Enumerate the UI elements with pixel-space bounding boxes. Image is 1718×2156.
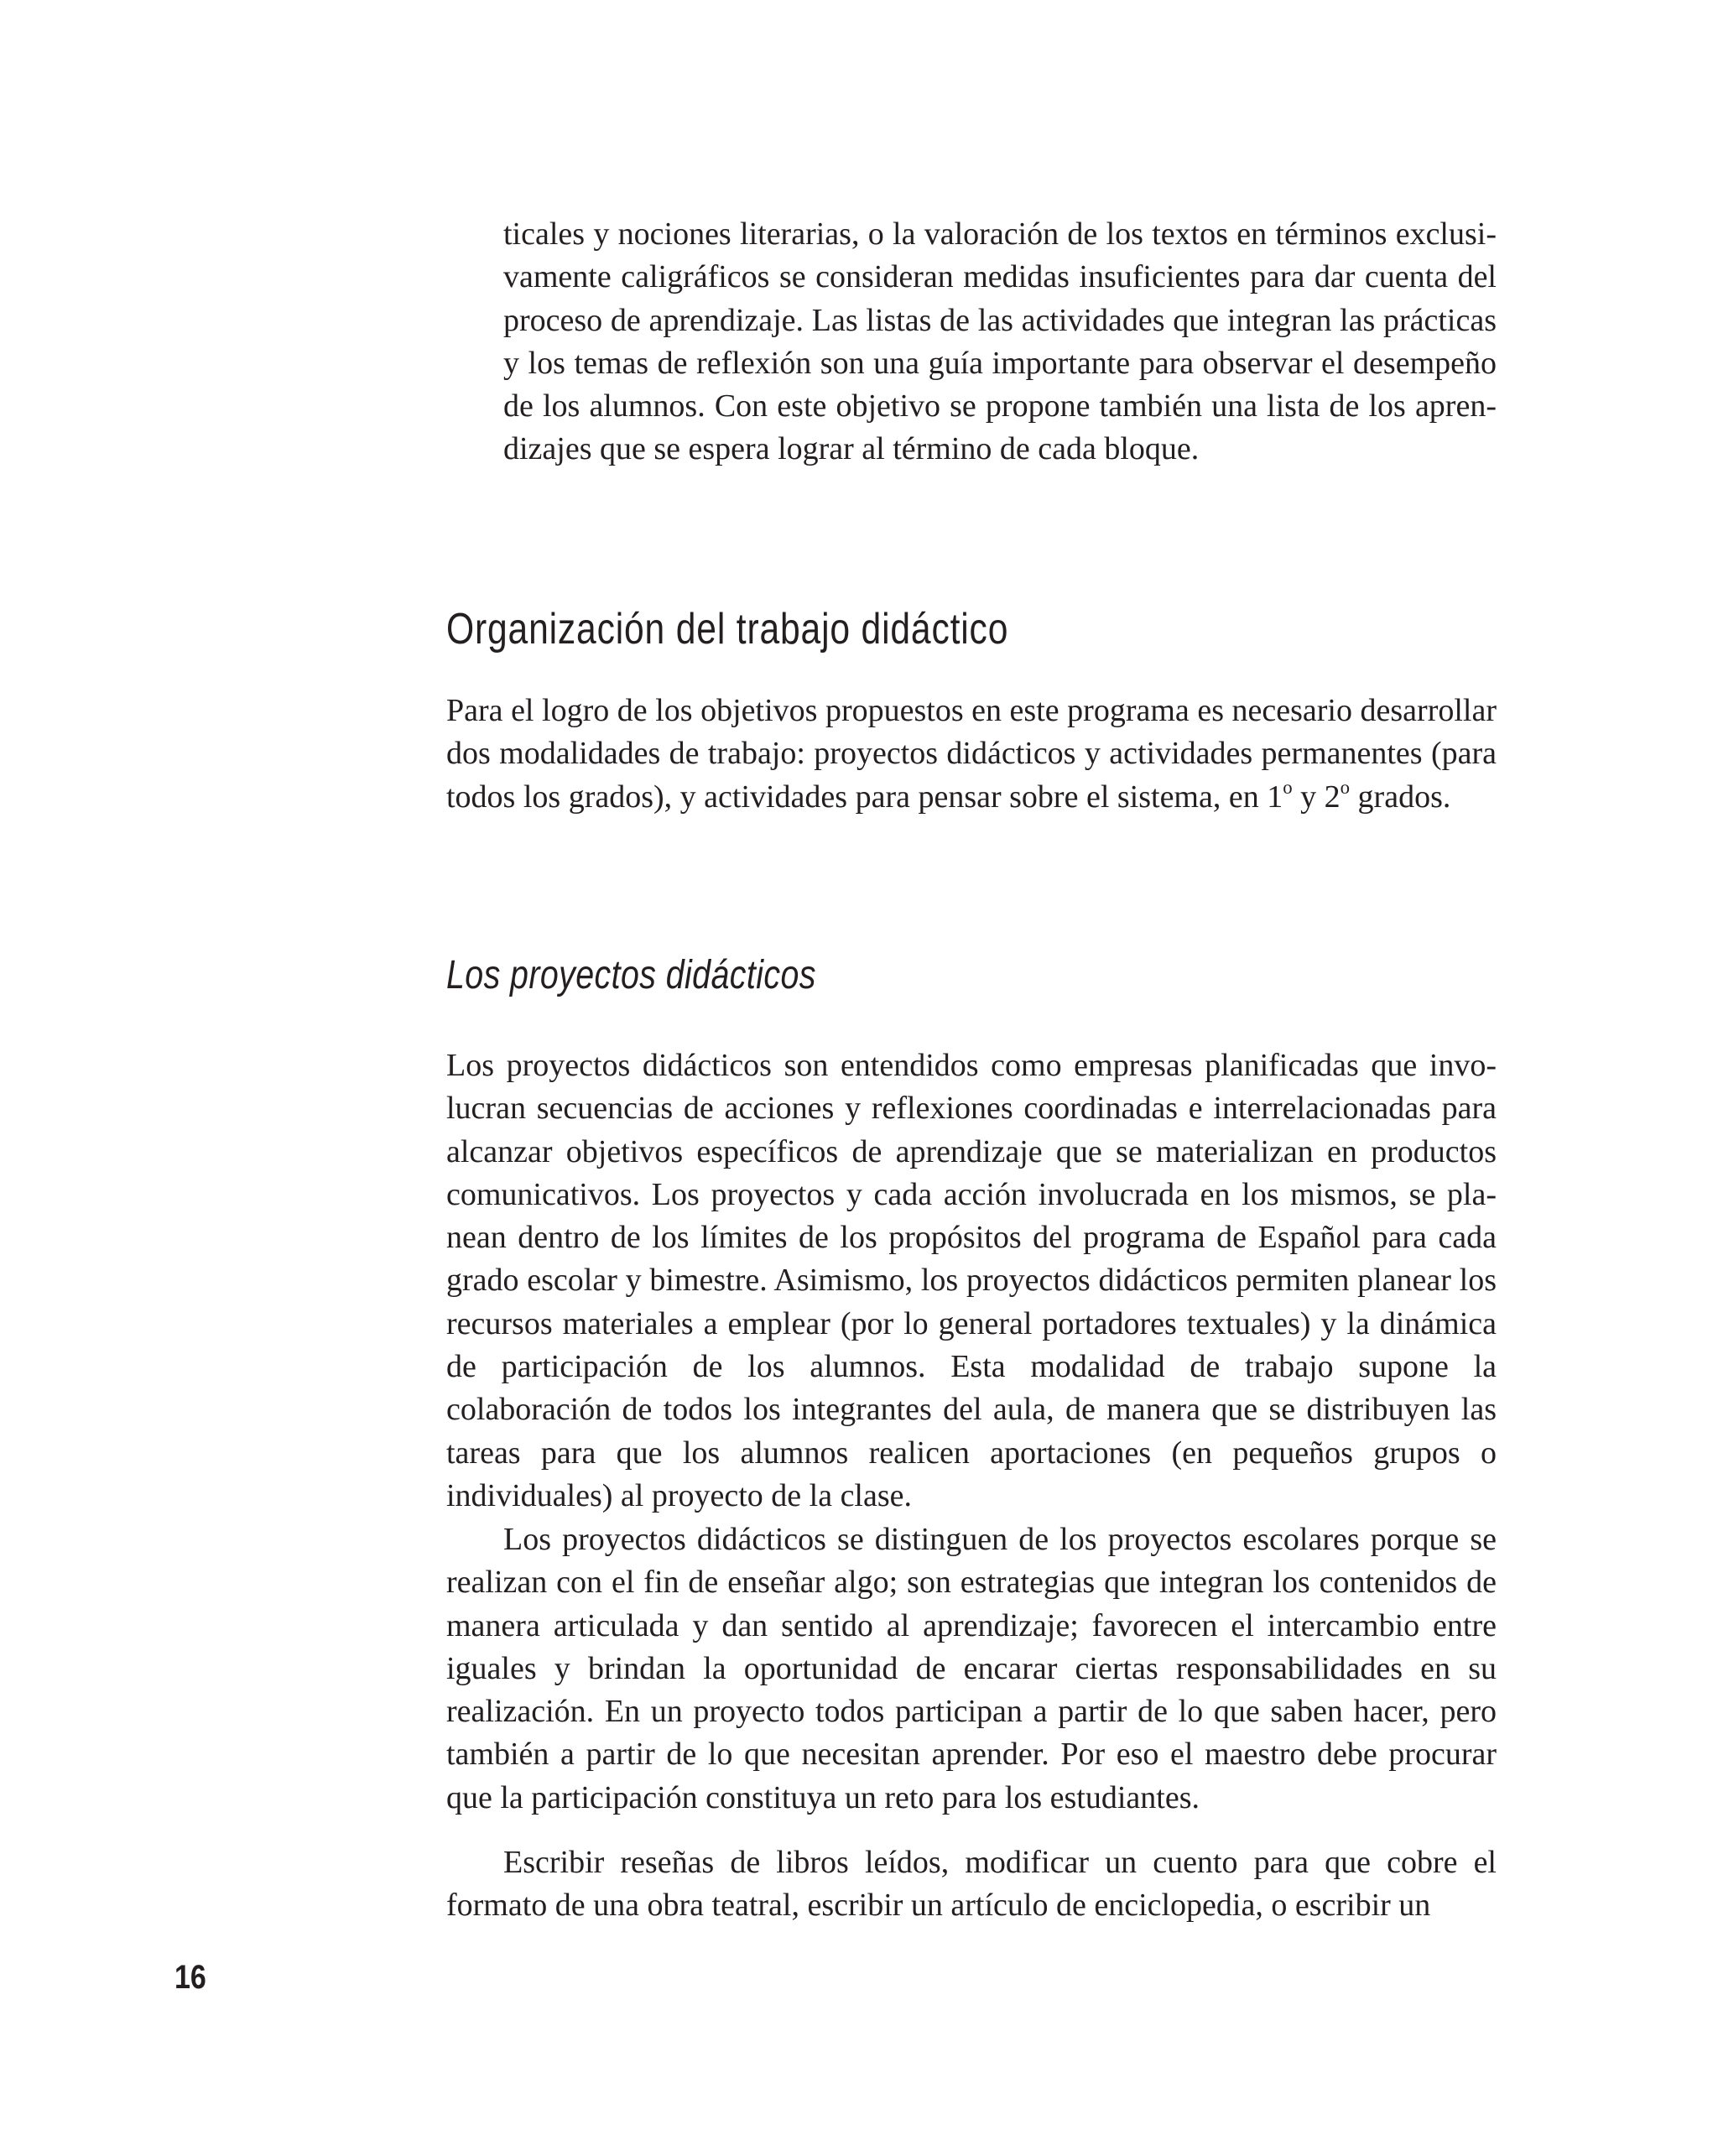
ordinal-marker: o xyxy=(1340,776,1351,798)
organizacion-text-mid: y 2 xyxy=(1292,779,1341,815)
intro-paragraph: ticales y nociones literarias, o la valoración de los textos en términos exclusivamente caligráficos se consideran medidas insuficientes para dar cuenta del proceso de aprendizaje. Las listas de las actividades que integran las prácticas y los temas de reflexión son una guía importante para observar el desempeño de los alumnos. Con este objetivo se propone también una lista de los aprendizajes que se espera lograr al término de cada bloque. xyxy=(503,216,1497,467)
organizacion-text-end: grados. xyxy=(1350,779,1451,815)
proyectos-paragraph-2: Los proyectos didácticos se distinguen de los proyectos escolares porque se realizan con el fin de enseñar algo; son estrategias que integran los contenidos de manera articulada y dan sentido al aprendizaje; favorecen el intercambio entre iguales y brindan la oportunidad de encarar ciertas responsabilidades en su realización. En un proyecto todos participan a partir de lo que saben hacer, pero también a partir de lo que necesitan aprender. Por eso el maestro debe procurar que la participación constituya un reto para los estudiantes. xyxy=(446,1522,1497,1815)
organizacion-text-main: Para el logro de los objetivos propuestos en este programa es necesario desarrollar dos modalidades de trabajo: proyectos didácticos y actividades permanentes (para todos los grados), y actividades para pensar sobre el sistema, en 1 xyxy=(446,693,1497,815)
page-number: 16 xyxy=(174,1959,206,1996)
organizacion-paragraph xyxy=(446,690,1497,819)
proyectos-paragraph-3: Escribir reseñas de libros leídos, modificar un cuento para que cobre el formato de una obra teatral, escribir un artículo de enciclopedia, o escribir un xyxy=(446,1845,1497,1924)
ordinal-marker: o xyxy=(1283,776,1293,798)
section-heading-proyectos: Los proyectos didácticos xyxy=(446,953,816,997)
section-heading-organizacion: Organización del trabajo didáctico xyxy=(446,605,1009,654)
proyectos-paragraph-1: Los proyectos didácticos son entendidos como empresas planificadas que involucran secuencias de acciones y reflexiones coordinadas e interrelacionadas para alcanzar objetivos específicos de aprendizaje que se materializan en productos comunicativos. Los proyectos y cada acción involucrada en los mismos, se planean dentro de los límites de los propósitos del programa de Español para cada grado escolar y bimestre. Asimismo, los proyectos didácticos permiten planear los recursos materiales a emplear (por lo general portadores textuales) y la dinámica de participación de los alumnos. Esta modalidad de trabajo supone la colaboración de todos los integrantes del aula, de manera que se distribuyen las tareas para que los alumnos realicen aportaciones (en pequeños grupos o individuales) al proyecto de la clase. xyxy=(446,1048,1497,1513)
